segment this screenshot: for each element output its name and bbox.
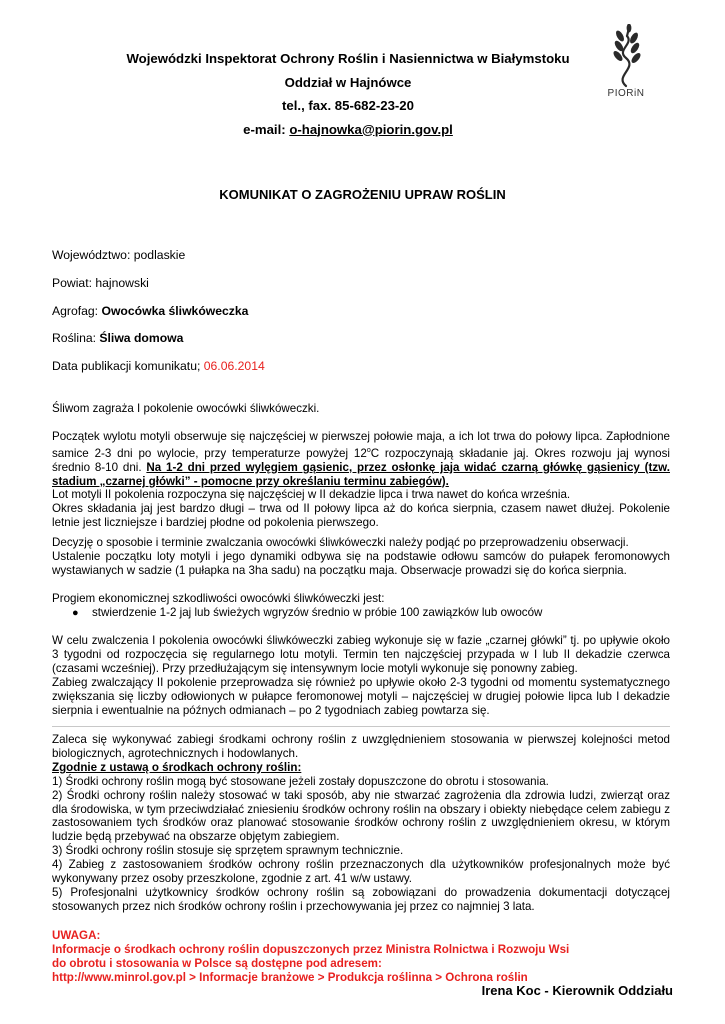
email-label: e-mail: (243, 121, 290, 137)
threshold-item: ● stwierdzenie 1-2 jaj lub świeżych wgryzów średnio w próbie 100 zawiązków lub owoców (72, 606, 543, 619)
egg-laying-period: Okres składania jaj jest bardzo długi – trwa od II połowy lipca aż do końca sierpnia, czasem nawet dłużej. Pokolenie letnie jest liczniejsze i bardziej płodne od pokolenia pierwszego. (52, 502, 670, 530)
branch-name: Oddział w Hajnówce (284, 74, 412, 90)
logo-text: PIORiN (607, 88, 645, 99)
observation-section: Decyzję o sposobie i terminie zwalczania owocówki śliwkóweczki należy podjąć po przeprowadzeniu obserwacji. Ustalenie początku loty motyli i jego dynamiki odbywa się na podstawie odłowu samców do pułapek feromonowych wystawianych w sadzie (1 pułapka na 3ha sadu) na początku maja. Obserwacje prowadzi się do końca sierpnia. (52, 536, 670, 577)
threat-statement: Śliwom zagraża I pokolenie owocówki śliwkóweczki. (52, 402, 320, 415)
bullet-dot-icon: ● (72, 607, 79, 619)
rule-item: 3) Środki ochrony roślin stosuje się sprzętem sprawnym technicznie. (52, 844, 404, 858)
meta-voivodeship: Województwo: podlaskie (52, 248, 186, 262)
threshold-intro: Progiem ekonomicznej szkodliwości owocówki śliwkóweczki jest: (52, 592, 385, 605)
meta-plant: Roślina: Śliwa domowa (52, 331, 184, 345)
notice-heading: UWAGA: (52, 929, 101, 942)
meta-pest: Agrofag: Owocówka śliwkóweczka (52, 304, 249, 318)
org-name: Wojewódzki Inspektorat Ochrony Roślin i Nasiennictwa w Białymstoku (126, 51, 570, 66)
rules-heading: Zgodnie z ustawą o środkach ochrony roślin: (52, 760, 302, 774)
rules-intro: Zaleca się wykonywać zabiegi środkami ochrony roślin z uwzględnieniem stosowania w pierwszej kolejności metod biologicznych, agrotechnicznych i hodowlanych. (52, 733, 670, 760)
page-title: KOMUNIKAT O ZAGROŻENIU UPRAW ROŚLIN (219, 187, 506, 202)
email-line (110, 118, 586, 142)
black-head-stage-note: Na 1-2 dni przed wylęgiem gąsienic, przez osłonkę jaja widać czarną główkę gąsienicy (tzw. stadium „czarnej główki” - pomocne przy określaniu terminu zabiegów). (52, 460, 670, 488)
notice-block (52, 929, 692, 985)
notice-line: Informacje o środkach ochrony roślin dopuszczonych przez Ministra Rolnictwa i Rozwoju Wsi (52, 943, 570, 956)
control-section: W celu zwalczenia I pokolenia owocówki śliwkóweczki zabieg wykonuje się w fazie „czarnej główki” tj. po upływie około 3 tygodni od rozpoczęcia się regularnego lotu motyli. Termin ten najczęściej przypada w I lub II dekadzie czerwca (czasami wcześniej). Przy przedłużającym się intensywnym locie motyli wykonuje się ponowny zabieg. Zabieg zwalczający II pokolenie przeprowadza się również po upływie około 2-3 tygodni od momentu systematycznego zwiększania się liczby odłowionych w pułapce feromonowej motyli – najczęściej w drugiej połowie lipca lub I dekadzie sierpnia i ewentualnie na późnych odmianach – po 2 tygodniach zabieg powtarza się. (52, 634, 670, 717)
meta-date: Data publikacji komunikatu; 06.06.2014 (52, 359, 265, 373)
ministry-link[interactable]: http://www.minrol.gov.pl > Informacje branżowe > Produkcja roślinna > Ochrona roślin (52, 971, 528, 984)
flight-section (52, 430, 670, 530)
notice-line: do obrotu i stosowania w Polsce są dostępne pod adresem: (52, 957, 382, 970)
piorin-logo (600, 24, 652, 106)
phone-fax: tel., fax. 85-682-23-20 (282, 98, 414, 113)
flight-paragraph: Początek wylotu motyli obserwuje się najczęściej w pierwszej połowie maja, a ich lot trwa do połowy lipca. Zapłodnione samice 2-3 dni po wylocie, przy temperaturze powyżej 12$^o$C rozpoczynają składanie jaj. Okres rozwoju jaj wynosi średnio 8-10 dni. Na 1-2 dni przed wylęgiem gąsienic, przez osłonkę jaja widać czarną główkę gąsienicy (tzw. stadium „czarnej główki” - pomocne przy określaniu terminu zabiegów). (52, 430, 671, 488)
rule-item: 2) Środki ochrony roślin należy stosować w taki sposób, aby nie stwarzać zagrożenia dla zdrowia ludzi, zwierząt oraz dla środowiska, w tym przeciwdziałać zniesieniu środków ochrony roślin na obszary i obiekty niebędące celem zabiegu z zastosowaniem tych środków oraz planować stosowanie środków ochrony roślin z uwzględnieniem okresu, w którym ludzie będą przebywać na obszarze objętym zabiegiem. (52, 788, 670, 844)
wheat-snake-logo-icon (600, 24, 652, 88)
rule-item: 1) Środki ochrony roślin mogą być stosowane jeżeli zostały dopuszczone do obrotu i stosowania. (52, 774, 549, 788)
letterhead (110, 47, 586, 141)
publication-date: 06.06.2014 (203, 359, 265, 373)
second-generation-flight: Lot motyli II pokolenia rozpoczyna się najczęściej w II dekadzie lipca i trwa nawet do końca września. (52, 488, 571, 502)
meta-county: Powiat: hajnowski (52, 276, 149, 290)
section-divider (52, 726, 670, 727)
rules-section (52, 733, 670, 914)
rule-item: 4) Zabieg z zastosowaniem środków ochrony roślin przeznaczonych dla użytkowników profesjonalnych może być wykonywany przez osoby przeszkolone, zgodnie z art. 41 w/w ustawy. (52, 858, 670, 886)
rule-item: 5) Profesjonalni użytkownicy środków ochrony roślin są zobowiązani do prowadzenia dokumentacji dotyczącej stosowanych przez nich środków ochrony roślin i przechowywania jej przez co najmniej 3 lata. (52, 885, 670, 913)
email-link[interactable]: o-hajnowka@piorin.gov.pl (289, 121, 453, 137)
signature: Irena Koc - Kierownik Oddziału (481, 983, 673, 998)
